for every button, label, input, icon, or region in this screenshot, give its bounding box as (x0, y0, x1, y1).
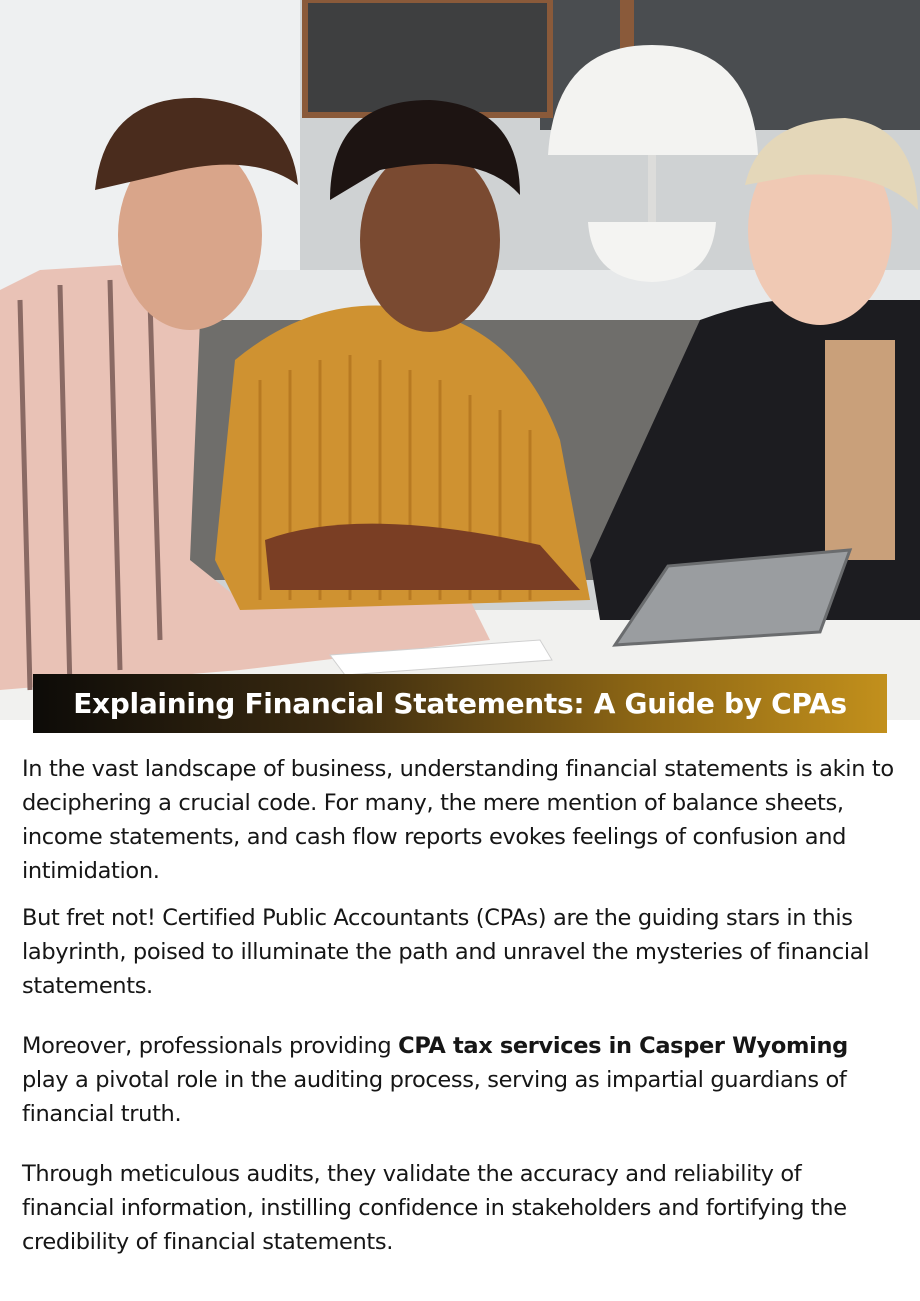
page-title: Explaining Financial Statements: A Guide by CPAs (73, 687, 847, 720)
article-body (22, 752, 898, 1259)
paragraph-auditing (22, 1029, 898, 1131)
paragraph-auditing-end: play a pivotal role in the auditing process, serving as impartial guardians of financial truth. (22, 1067, 847, 1127)
cpa-tax-services-phrase: CPA tax services in Casper Wyoming (398, 1033, 848, 1059)
paragraph-audits: Through meticulous audits, they validate the accuracy and reliability of financial information, instilling confidence in stakeholders and fortifying the credibility of financial statements. (22, 1161, 847, 1255)
paragraph-cpas: But fret not! Certified Public Accountants (CPAs) are the guiding stars in this labyrinth, poised to illuminate the path and unravel the mysteries of financial statements. (22, 905, 870, 999)
paragraph-intro: In the vast landscape of business, understanding financial statements is akin to deciphering a crucial code. For many, the mere mention of balance sheets, income statements, and cash flow reports evokes feelings of confusion and intimidation. (22, 756, 894, 884)
title-banner (33, 674, 887, 733)
paragraph-auditing-start: Moreover, professionals providing (22, 1033, 399, 1059)
